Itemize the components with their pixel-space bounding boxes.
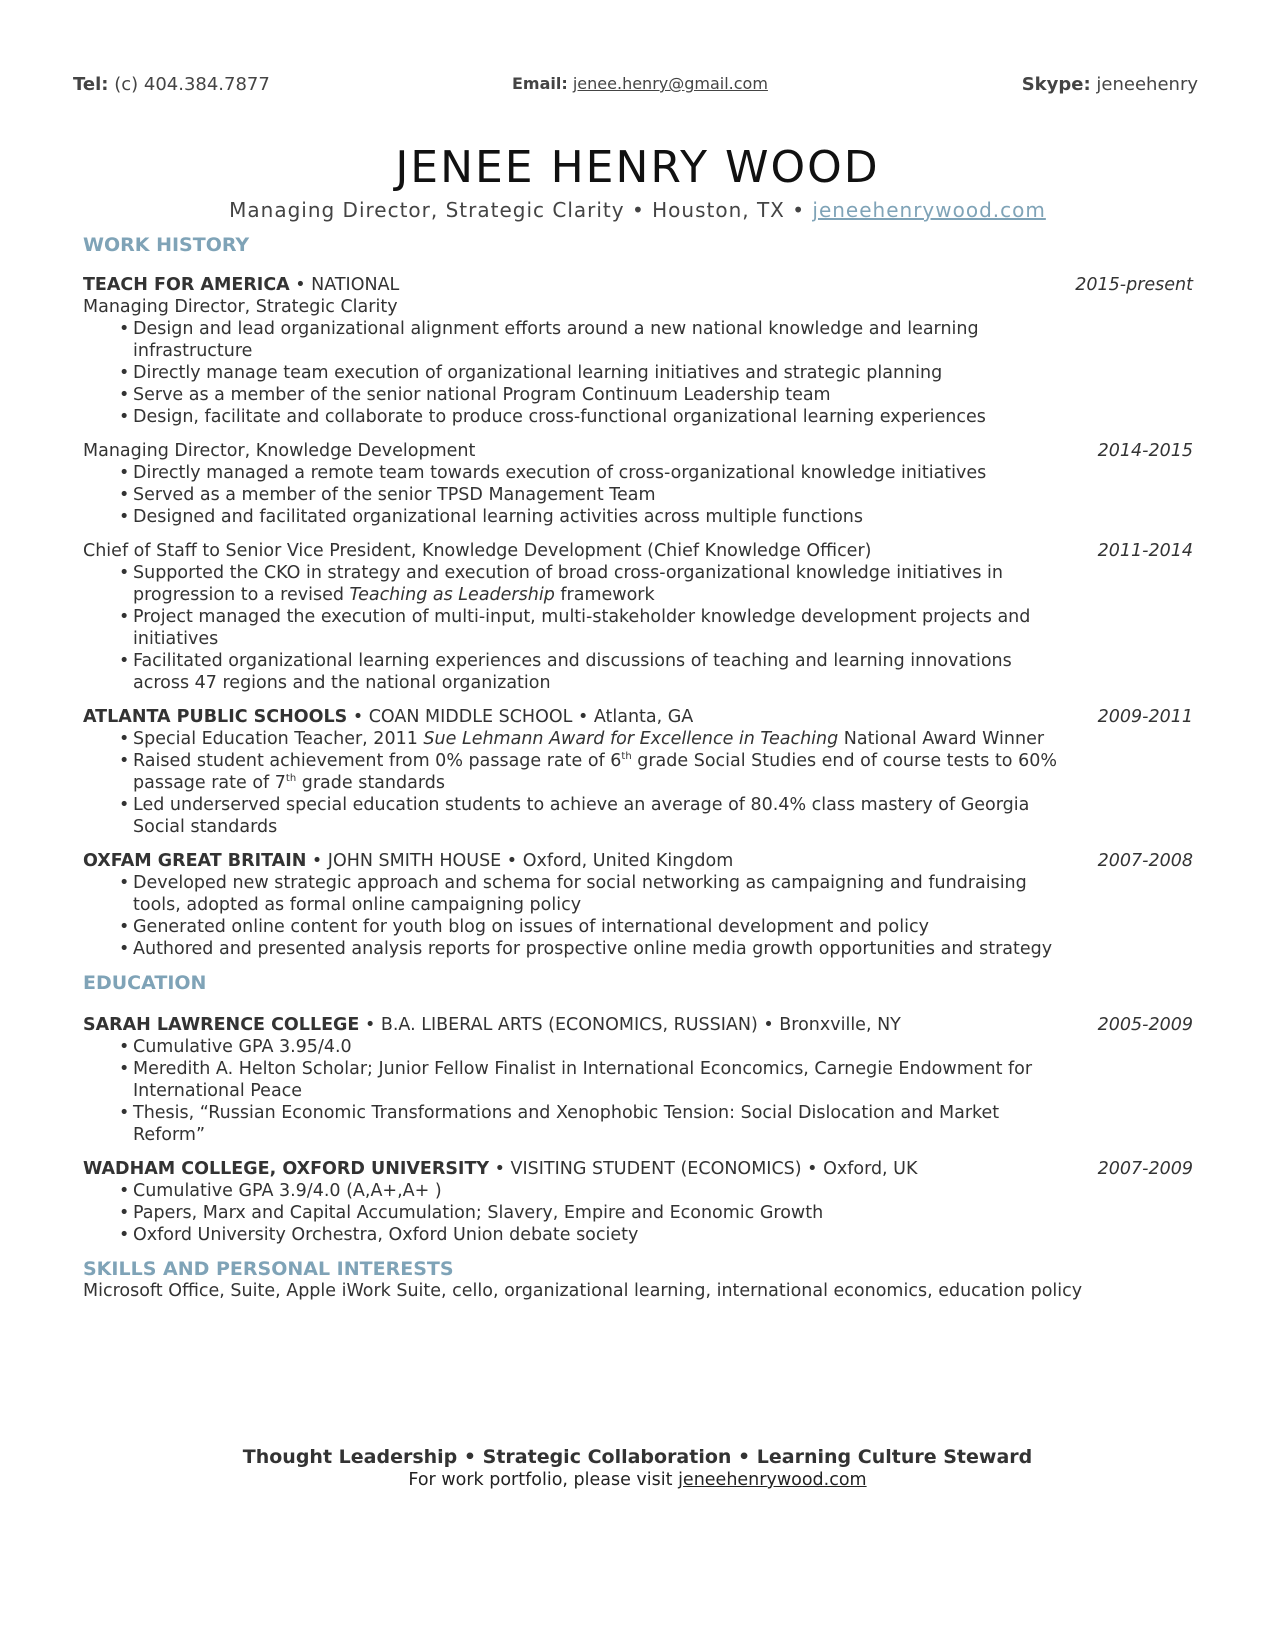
skype-value: jeneehenry bbox=[1096, 74, 1198, 95]
list-item: • Thesis, “Russian Economic Transformations and Xenophobic Tension: Social Dislocation and Market Reform” bbox=[119, 1103, 1000, 1145]
portfolio-link[interactable]: jeneehenrywood.com bbox=[678, 1470, 867, 1490]
tel-value: (c) 404.384.7877 bbox=[114, 74, 270, 95]
resume-subtitle bbox=[0, 198, 1275, 222]
list-item: • Led underserved special education students to achieve an average of 80.4% class mastery of Georgia Social standards bbox=[119, 795, 1030, 837]
bullet-list bbox=[119, 1036, 1193, 1146]
bullet-list bbox=[119, 728, 1193, 838]
email-label: Email: bbox=[512, 74, 568, 93]
bullet-list bbox=[119, 1180, 1193, 1246]
entry-date: 2015-present bbox=[1075, 275, 1193, 295]
edu-entry-wadham bbox=[83, 1158, 1193, 1246]
list-item: • Facilitated organizational learning experiences and discussions of teaching and learning innovations across 47 regions and the national organization bbox=[119, 651, 1012, 693]
section-work-history: WORK HISTORY bbox=[83, 234, 250, 256]
bullet-list bbox=[119, 872, 1193, 960]
edu-entry-slc bbox=[83, 1014, 1193, 1146]
resume-body bbox=[83, 234, 1193, 1302]
bullet-list bbox=[119, 562, 1193, 694]
list-item: • Special Education Teacher, 2011 Sue Lehmann Award for Excellence in Teaching National Award Winner bbox=[119, 729, 1045, 749]
entry-date: 2007-2009 bbox=[1097, 1159, 1193, 1179]
work-entry-aps bbox=[83, 706, 1193, 838]
subtitle-text: Managing Director, Strategic Clarity • Houston, TX • bbox=[229, 198, 806, 222]
work-entry-tfa bbox=[83, 274, 1193, 428]
list-item: • Papers, Marx and Capital Accumulation; Slavery, Empire and Economic Growth bbox=[119, 1203, 824, 1223]
org-detail: • NATIONAL bbox=[289, 275, 400, 295]
list-item: • Design, facilitate and collaborate to produce cross-functional organizational learning experiences bbox=[119, 407, 986, 427]
work-entry-kd bbox=[83, 440, 1193, 528]
work-entry-cos bbox=[83, 540, 1193, 694]
job-title: Managing Director, Strategic Clarity bbox=[83, 297, 398, 317]
job-title: Managing Director, Knowledge Development bbox=[83, 441, 476, 461]
org-name: OXFAM GREAT BRITAIN bbox=[83, 851, 307, 871]
website-link[interactable]: jeneehenrywood.com bbox=[812, 198, 1046, 222]
list-item: • Project managed the execution of multi-input, multi-stakeholder knowledge development projects and initiatives bbox=[119, 607, 1031, 649]
footer-tagline: Thought Leadership • Strategic Collaboration • Learning Culture Steward bbox=[242, 1446, 1033, 1468]
entry-date: 2011-2014 bbox=[1097, 541, 1193, 561]
portfolio-text: For work portfolio, please visit bbox=[408, 1470, 679, 1490]
list-item: • Authored and presented analysis reports for prospective online media growth opportunities and strategy bbox=[119, 939, 1053, 959]
resume-name: JENEE HENRY WOOD bbox=[395, 142, 880, 193]
org-name: ATLANTA PUBLIC SCHOOLS bbox=[83, 707, 348, 727]
list-item: • Generated online content for youth blog on issues of international development and policy bbox=[119, 917, 929, 937]
list-item: • Oxford University Orchestra, Oxford Union debate society bbox=[119, 1225, 639, 1245]
footer bbox=[0, 1446, 1275, 1490]
list-item: • Meredith A. Helton Scholar; Junior Fellow Finalist in International Econcomics, Carnegie Endowment for International Peace bbox=[119, 1059, 1033, 1101]
org-name: WADHAM COLLEGE, OXFORD UNIVERSITY bbox=[83, 1159, 490, 1179]
list-item: • Cumulative GPA 3.9/4.0 (A,A+,A+ ) bbox=[119, 1181, 442, 1201]
contact-tel bbox=[73, 74, 270, 95]
section-skills: SKILLS AND PERSONAL INTERESTS bbox=[83, 1258, 454, 1280]
skills-text: Microsoft Office, Suite, Apple iWork Suite, cello, organizational learning, international economics, education policy bbox=[83, 1281, 1083, 1301]
list-item: • Supported the CKO in strategy and execution of broad cross-organizational knowledge initiatives in progression to a revised Teaching as Leadership framework bbox=[119, 563, 1003, 605]
list-item: • Developed new strategic approach and schema for social networking as campaigning and fundraising tools, adopted as formal online campaigning policy bbox=[119, 873, 1027, 915]
org-line bbox=[83, 274, 1193, 296]
tel-label: Tel: bbox=[73, 74, 109, 95]
list-item: • Serve as a member of the senior national Program Continuum Leadership team bbox=[119, 385, 831, 405]
work-entry-oxfam bbox=[83, 850, 1193, 960]
org-line bbox=[83, 1158, 1193, 1180]
list-item: • Cumulative GPA 3.95/4.0 bbox=[119, 1037, 352, 1057]
org-name: SARAH LAWRENCE COLLEGE bbox=[83, 1015, 360, 1035]
bullet-list bbox=[119, 318, 1193, 428]
org-line bbox=[83, 850, 1193, 872]
org-line bbox=[83, 1014, 1193, 1036]
org-line bbox=[83, 706, 1193, 728]
org-detail: • B.A. LIBERAL ARTS (ECONOMICS, RUSSIAN) • Bronxville, NY bbox=[359, 1015, 901, 1035]
entry-date: 2009-2011 bbox=[1097, 707, 1193, 727]
contact-email bbox=[512, 74, 768, 93]
list-item: • Directly manage team execution of organizational learning initiatives and strategic planning bbox=[119, 363, 943, 383]
entry-date: 2005-2009 bbox=[1097, 1015, 1193, 1035]
bullet-list bbox=[119, 462, 1193, 528]
job-title: Chief of Staff to Senior Vice President, Knowledge Development (Chief Knowledge Officer) bbox=[83, 541, 872, 561]
org-detail: • JOHN SMITH HOUSE • Oxford, United Kingdom bbox=[306, 851, 734, 871]
org-detail: • COAN MIDDLE SCHOOL • Atlanta, GA bbox=[347, 707, 694, 727]
footer-portfolio bbox=[0, 1470, 1275, 1490]
list-item: • Raised student achievement from 0% passage rate of 6th grade Social Studies end of course tests to 60% passage rate of 7th grade standards bbox=[119, 751, 1057, 793]
section-education: EDUCATION bbox=[83, 972, 207, 994]
list-item: • Design and lead organizational alignment efforts around a new national knowledge and learning infrastructure bbox=[119, 319, 979, 361]
email-link[interactable]: jenee.henry@gmail.com bbox=[572, 74, 768, 93]
org-detail: • VISITING STUDENT (ECONOMICS) • Oxford, UK bbox=[489, 1159, 918, 1179]
list-item: • Designed and facilitated organizational learning activities across multiple functions bbox=[119, 507, 863, 527]
list-item: • Served as a member of the senior TPSD Management Team bbox=[119, 485, 656, 505]
list-item: • Directly managed a remote team towards execution of cross-organizational knowledge initiatives bbox=[119, 463, 987, 483]
org-name: TEACH FOR AMERICA bbox=[83, 275, 290, 295]
skype-label: Skype: bbox=[1021, 74, 1091, 95]
contact-skype bbox=[1022, 74, 1198, 95]
entry-date: 2007-2008 bbox=[1097, 851, 1193, 871]
entry-date: 2014-2015 bbox=[1097, 441, 1193, 461]
